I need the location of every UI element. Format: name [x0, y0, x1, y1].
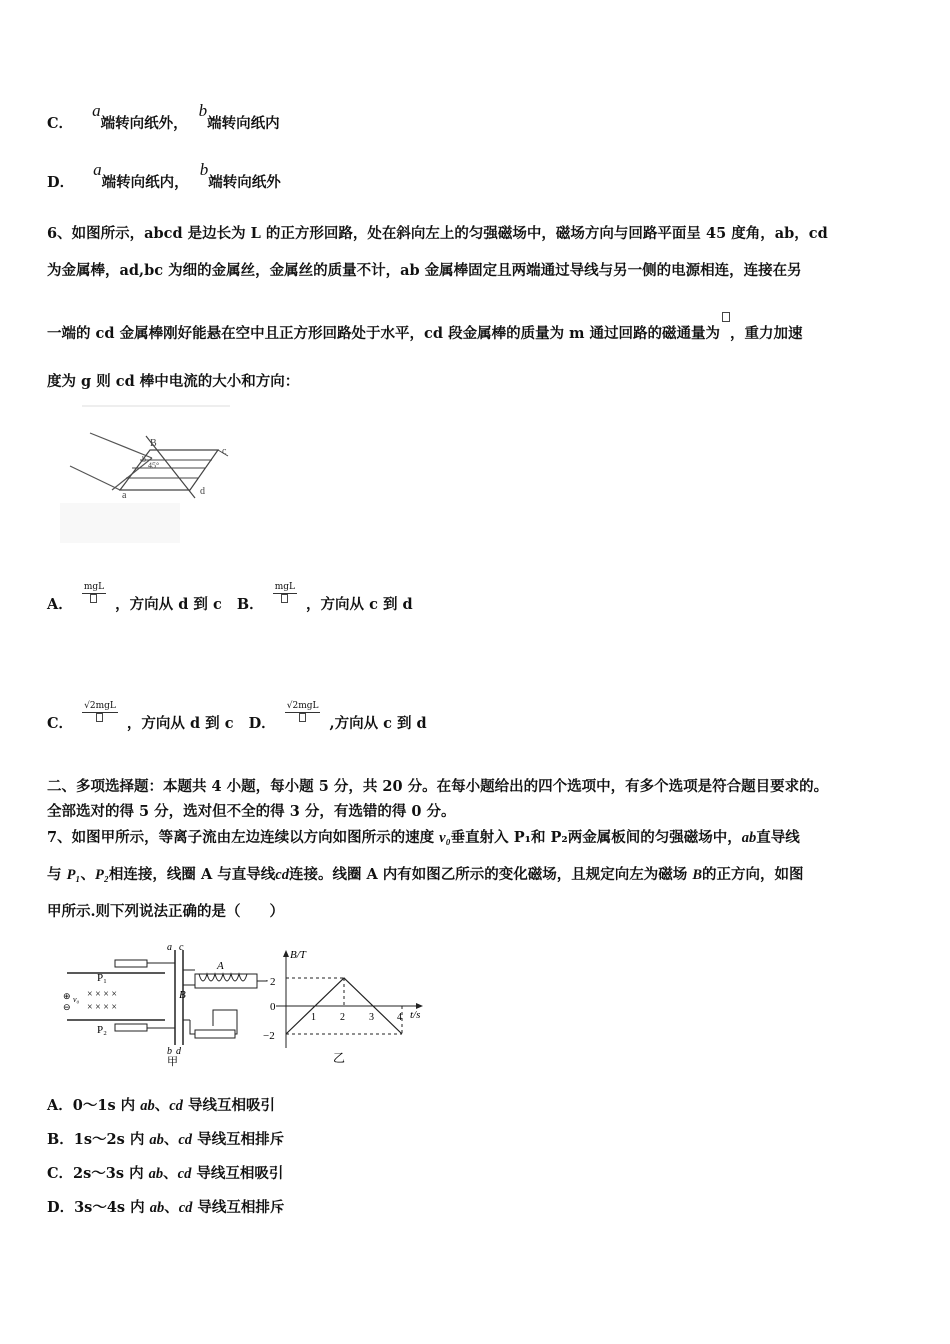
q6-text-line4: 度为 g 则 cd 棒中电流的大小和方向：	[47, 373, 300, 390]
fig6-label-a: a	[122, 490, 127, 501]
yi-ytick-neg2: −2	[263, 1030, 275, 1042]
yi-xtick-2: 2	[340, 1012, 345, 1023]
caption-jia: 甲	[167, 1056, 178, 1068]
section2-heading-line2: 全部选对的得 5 分，选对但不全的得 3 分，有选错的得 0 分。	[47, 803, 456, 820]
q7-figure-yi	[258, 948, 438, 1068]
denominator-placeholder-icon	[96, 713, 103, 722]
q6-figure	[60, 398, 240, 546]
fraction: √2mgL	[82, 701, 118, 724]
denominator-placeholder-icon	[90, 594, 97, 603]
label-coil-A: A	[217, 960, 224, 972]
label-b: b	[167, 1046, 172, 1057]
q6-option-c[interactable]: C． √2mgL ，方向从 d 到 c	[47, 700, 234, 732]
label-B: B	[179, 989, 186, 1001]
label-P1: P₁	[97, 972, 107, 984]
fig6-label-angle: 45°	[148, 461, 160, 470]
label-P2: P₂	[97, 1024, 107, 1036]
yi-xtick-1: 1	[311, 1012, 316, 1023]
minus-ion-icon: ⊖	[63, 1002, 71, 1012]
section2-heading-line1: 二、多项选择题：本题共 4 小题，每小题 5 分，共 20 分。在每小题给出的四个选项中，有多个选项是符合题目要求的。	[47, 778, 829, 795]
q6-text-line3: 一端的 cd 金属棒刚好能悬在空中且正方形回路处于水平，cd 段金属棒的质量为 m 通过回路的磁通量为 ，重力加速	[47, 322, 803, 343]
q6-text-line1: 6、如图所示，abcd 是边长为 L 的正方形回路，处在斜向左上的匀强磁场中，磁场方向与回路平面呈 45 度角，ab，cd	[47, 225, 828, 242]
q7-option-a[interactable]: A．0～1s 内 ab、cd 导线互相吸引	[47, 1097, 275, 1114]
q6-option-b[interactable]: B． mgL ，方向从 c 到 d	[236, 581, 413, 613]
label-c: c	[179, 942, 184, 953]
fig6-label-B: B	[150, 438, 157, 449]
q5-option-d[interactable]: D． a端转向纸内， b端转向纸外	[47, 160, 281, 191]
fraction: mgL	[82, 582, 106, 605]
yi-ytick-0: 0	[270, 1001, 276, 1013]
plus-ion-icon: ⊕	[63, 991, 71, 1001]
denominator-placeholder-icon	[281, 594, 288, 603]
q7-figure-jia	[55, 940, 280, 1068]
caption-yi: 乙	[333, 1051, 346, 1065]
yi-xtick-4: 4	[397, 1012, 402, 1023]
q7-option-b[interactable]: B．1s～2s 内 ab、cd 导线互相排斥	[47, 1131, 285, 1148]
q7-text-line1: 7、如图甲所示，等离子流由左边连续以方向如图所示的速度 v₀垂直射入 P₁和 P₂两金属板间的匀强磁场中，ab直导线	[47, 829, 800, 846]
label-d: d	[176, 1046, 181, 1057]
q6-text-line2: 为金属棒，ad,bc 为细的金属丝，金属丝的质量不计，ab 金属棒固定且两端通过导线与另一侧的电源相连，连接在另	[47, 262, 802, 279]
fig6-label-b: b	[142, 455, 146, 464]
q6-option-a[interactable]: A． mgL ，方向从 d 到 c	[47, 581, 222, 613]
q6-option-d[interactable]: D． √2mgL ,方向从 c 到 d	[248, 700, 427, 732]
label-a: a	[167, 942, 172, 953]
yi-ylabel: B/T	[290, 949, 306, 961]
yi-xlabel: t/s	[410, 1009, 421, 1021]
q7-option-d[interactable]: D．3s～4s 内 ab、cd 导线互相排斥	[47, 1199, 285, 1216]
fraction: mgL	[273, 582, 297, 605]
label-v0: v₀	[73, 995, 80, 1004]
q6-options-cd	[47, 700, 427, 736]
flux-placeholder-icon	[722, 312, 730, 322]
q5-option-c[interactable]: C． a端转向纸外， b端转向纸内	[47, 101, 280, 132]
fraction: √2mgL	[285, 701, 321, 724]
q7-text-line2: 与 P₁、P₂相连接，线圈 A 与直导线cd连接。线圈 A 内有如图乙所示的变化磁场，且规定向左为磁场 B的正方向，如图	[47, 866, 804, 883]
field-cross-icon: × × × ×	[87, 1002, 118, 1013]
q6-options-ab	[47, 581, 413, 617]
yi-ytick-2: 2	[270, 976, 276, 988]
denominator-placeholder-icon	[299, 713, 306, 722]
field-cross-icon: × × × ×	[87, 989, 118, 1000]
fig6-label-c: c	[222, 446, 227, 457]
q7-option-c[interactable]: C．2s～3s 内 ab、cd 导线互相吸引	[47, 1165, 284, 1182]
fig6-label-d: d	[200, 486, 205, 497]
yi-xtick-3: 3	[369, 1012, 374, 1023]
q7-text-line3: 甲所示.则下列说法正确的是（ ）	[47, 903, 285, 920]
